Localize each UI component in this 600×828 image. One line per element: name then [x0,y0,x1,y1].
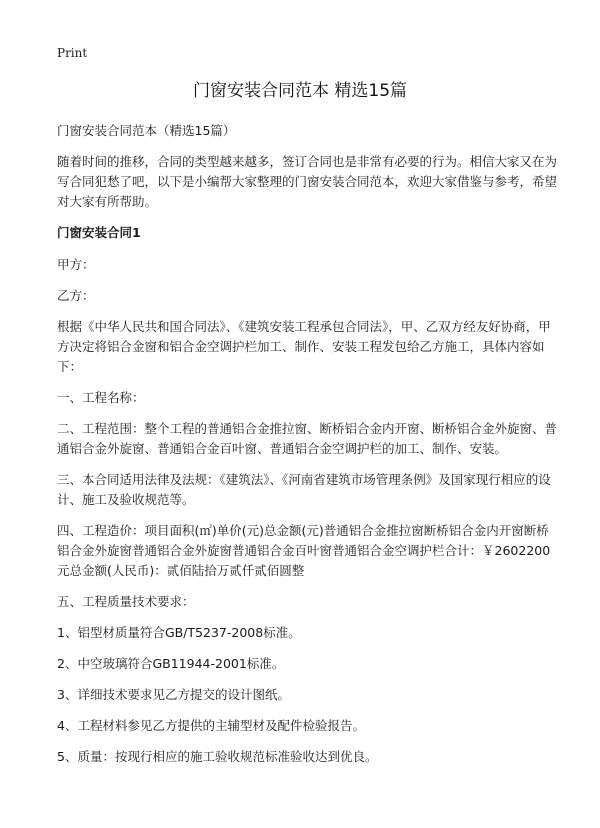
document-subtitle: 门窗安装合同范本（精选15篇） [57,123,236,138]
requirement-item: 1、铝型材质量符合GB/T5237-2008标准。 [57,625,301,640]
document-body [57,121,557,778]
print-link[interactable]: Print [57,46,88,60]
page-title: 门窗安装合同范本 精选15篇 [192,81,408,101]
party-b-line: 乙方： [57,288,95,303]
clause-project-cost: 四、工程造价：项目面积(㎡)单价(元)总金额(元)普通铝合金推拉窗断桥铝合金内开窗断桥铝合金外旋窗普通铝合金外旋窗普通铝合金百叶窗普通铝合金空调护栏合计：￥2602200元总金额(人民币)：贰佰陆拾万贰仟贰佰圆整 [57,523,551,578]
clause-applicable-law: 三、本合同适用法律及法规：《建筑法》、《河南省建筑市场管理条例》及国家现行相应的设计、施工及验收规范等。 [57,472,551,507]
requirement-item: 3、详细技术要求见乙方提交的设计图纸。 [57,687,290,702]
contract-basis-paragraph: 根据《中华人民共和国合同法》、《建筑安装工程承包合同法》，甲、乙双方经友好协商，甲方决定将铝合金窗和铝合金空调护栏加工、制作、安装工程发包给乙方施工，具体内容如下： [57,319,551,374]
party-a-line: 甲方： [57,257,95,272]
requirement-item: 5、质量：按现行相应的施工验收规范标准验收达到优良。 [57,749,378,764]
requirement-item: 2、中空玻璃符合GB11944-2001标准。 [57,656,285,671]
clause-project-name: 一、工程名称： [57,390,145,405]
section-heading: 门窗安装合同1 [57,225,141,240]
requirement-item: 4、工程材料参见乙方提供的主辅型材及配件检验报告。 [57,718,365,733]
clause-quality-requirements: 五、工程质量技术要求： [57,594,195,609]
intro-paragraph: 随着时间的推移，合同的类型越来越多，签订合同也是非常有必要的行为。相信大家又在为写合同犯愁了吧，以下是小编帮大家整理的门窗安装合同范本，欢迎大家借鉴与参考，希望对大家有所帮助。 [57,154,558,209]
clause-project-scope: 二、工程范围：整个工程的普通铝合金推拉窗、断桥铝合金内开窗、断桥铝合金外旋窗、普通铝合金外旋窗、普通铝合金百叶窗、普通铝合金空调护栏的加工、制作、安装。 [57,421,558,456]
